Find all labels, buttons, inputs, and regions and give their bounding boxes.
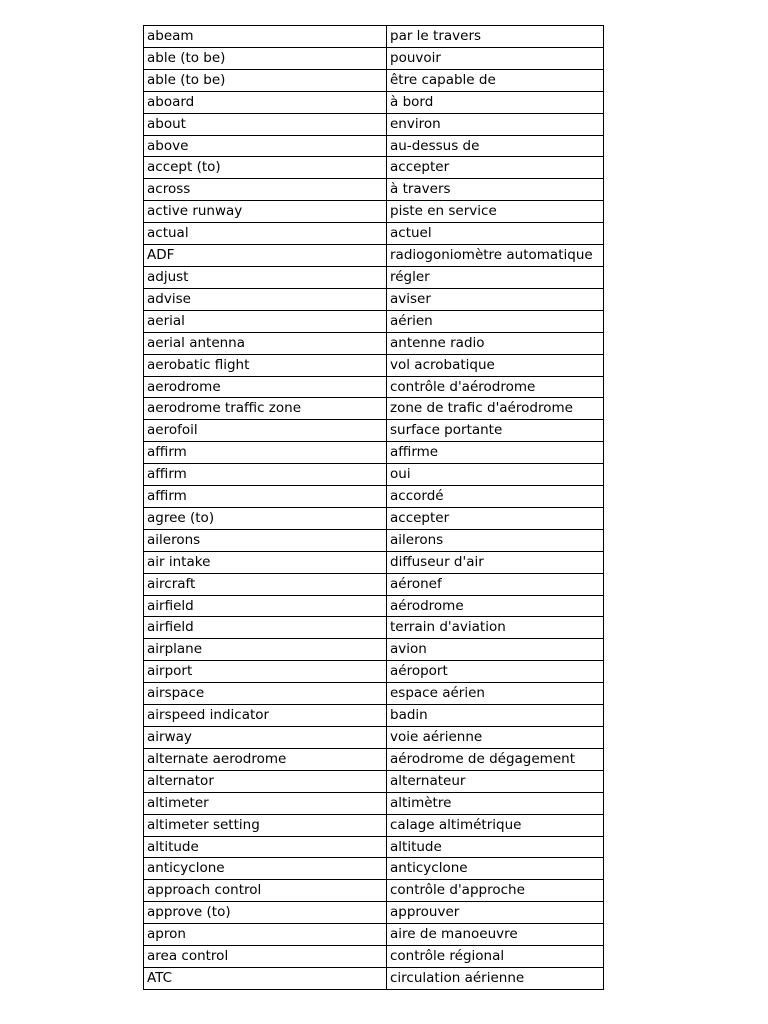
french-term-cell: terrain d'aviation <box>387 617 604 639</box>
english-term-cell: altimeter setting <box>144 814 387 836</box>
french-term-cell: aviser <box>387 288 604 310</box>
english-term-cell: aerodrome <box>144 376 387 398</box>
table-row <box>144 573 604 595</box>
table-row <box>144 486 604 508</box>
table-row <box>144 683 604 705</box>
english-term-cell: aboard <box>144 91 387 113</box>
english-term-cell: able (to be) <box>144 47 387 69</box>
english-term-cell: approve (to) <box>144 902 387 924</box>
english-term-cell: affirm <box>144 464 387 486</box>
table-row <box>144 420 604 442</box>
table-row <box>144 26 604 48</box>
table-row <box>144 529 604 551</box>
french-term-cell: voie aérienne <box>387 727 604 749</box>
table-row <box>144 310 604 332</box>
english-term-cell: approach control <box>144 880 387 902</box>
french-term-cell: radiogoniomètre automatique <box>387 245 604 267</box>
english-term-cell: adjust <box>144 266 387 288</box>
table-row <box>144 464 604 486</box>
table-row <box>144 639 604 661</box>
french-term-cell: contrôle d'approche <box>387 880 604 902</box>
french-term-cell: accepter <box>387 507 604 529</box>
english-term-cell: airspeed indicator <box>144 705 387 727</box>
english-term-cell: airport <box>144 661 387 683</box>
english-term-cell: ADF <box>144 245 387 267</box>
table-row <box>144 223 604 245</box>
table-row <box>144 201 604 223</box>
english-term-cell: airplane <box>144 639 387 661</box>
french-term-cell: accepter <box>387 157 604 179</box>
french-term-cell: alternateur <box>387 770 604 792</box>
french-term-cell: antenne radio <box>387 332 604 354</box>
french-term-cell: environ <box>387 113 604 135</box>
table-row <box>144 113 604 135</box>
english-term-cell: airfield <box>144 595 387 617</box>
french-term-cell: vol acrobatique <box>387 354 604 376</box>
english-term-cell: alternator <box>144 770 387 792</box>
french-term-cell: accordé <box>387 486 604 508</box>
english-term-cell: ailerons <box>144 529 387 551</box>
table-row <box>144 748 604 770</box>
english-term-cell: airspace <box>144 683 387 705</box>
table-row <box>144 858 604 880</box>
french-term-cell: aire de manoeuvre <box>387 924 604 946</box>
french-term-cell: diffuseur d'air <box>387 551 604 573</box>
french-term-cell: oui <box>387 464 604 486</box>
english-term-cell: aircraft <box>144 573 387 595</box>
table-row <box>144 946 604 968</box>
table-row <box>144 157 604 179</box>
english-term-cell: altimeter <box>144 792 387 814</box>
table-row <box>144 705 604 727</box>
english-term-cell: aerodrome traffic zone <box>144 398 387 420</box>
french-term-cell: à travers <box>387 179 604 201</box>
table-row <box>144 135 604 157</box>
french-term-cell: au-dessus de <box>387 135 604 157</box>
french-term-cell: espace aérien <box>387 683 604 705</box>
table-row <box>144 69 604 91</box>
english-term-cell: agree (to) <box>144 507 387 529</box>
table-row <box>144 551 604 573</box>
glossary-body <box>144 26 604 990</box>
english-term-cell: actual <box>144 223 387 245</box>
glossary-table <box>143 25 604 990</box>
table-row <box>144 91 604 113</box>
english-term-cell: active runway <box>144 201 387 223</box>
table-row <box>144 179 604 201</box>
french-term-cell: affirme <box>387 442 604 464</box>
english-term-cell: accept (to) <box>144 157 387 179</box>
english-term-cell: advise <box>144 288 387 310</box>
table-row <box>144 266 604 288</box>
english-term-cell: airway <box>144 727 387 749</box>
table-row <box>144 770 604 792</box>
english-term-cell: area control <box>144 946 387 968</box>
english-term-cell: above <box>144 135 387 157</box>
english-term-cell: apron <box>144 924 387 946</box>
table-row <box>144 595 604 617</box>
french-term-cell: piste en service <box>387 201 604 223</box>
french-term-cell: surface portante <box>387 420 604 442</box>
french-term-cell: circulation aérienne <box>387 967 604 989</box>
french-term-cell: calage altimétrique <box>387 814 604 836</box>
english-term-cell: aerial <box>144 310 387 332</box>
table-row <box>144 727 604 749</box>
table-row <box>144 442 604 464</box>
french-term-cell: à bord <box>387 91 604 113</box>
english-term-cell: about <box>144 113 387 135</box>
table-row <box>144 398 604 420</box>
table-row <box>144 661 604 683</box>
french-term-cell: zone de trafic d'aérodrome <box>387 398 604 420</box>
french-term-cell: actuel <box>387 223 604 245</box>
table-row <box>144 245 604 267</box>
french-term-cell: contrôle régional <box>387 946 604 968</box>
french-term-cell: par le travers <box>387 26 604 48</box>
french-term-cell: altitude <box>387 836 604 858</box>
french-term-cell: aérodrome <box>387 595 604 617</box>
english-term-cell: ATC <box>144 967 387 989</box>
english-term-cell: affirm <box>144 442 387 464</box>
table-row <box>144 288 604 310</box>
table-row <box>144 902 604 924</box>
french-term-cell: avion <box>387 639 604 661</box>
table-row <box>144 507 604 529</box>
table-row <box>144 617 604 639</box>
table-row <box>144 354 604 376</box>
english-term-cell: altitude <box>144 836 387 858</box>
english-term-cell: abeam <box>144 26 387 48</box>
english-term-cell: alternate aerodrome <box>144 748 387 770</box>
french-term-cell: aéroport <box>387 661 604 683</box>
table-row <box>144 332 604 354</box>
english-term-cell: anticyclone <box>144 858 387 880</box>
english-term-cell: aerobatic flight <box>144 354 387 376</box>
table-row <box>144 792 604 814</box>
table-row <box>144 924 604 946</box>
french-term-cell: anticyclone <box>387 858 604 880</box>
french-term-cell: approuver <box>387 902 604 924</box>
english-term-cell: aerofoil <box>144 420 387 442</box>
table-row <box>144 814 604 836</box>
french-term-cell: aéronef <box>387 573 604 595</box>
french-term-cell: régler <box>387 266 604 288</box>
french-term-cell: altimètre <box>387 792 604 814</box>
table-row <box>144 967 604 989</box>
table-row <box>144 47 604 69</box>
english-term-cell: aerial antenna <box>144 332 387 354</box>
table-row <box>144 836 604 858</box>
french-term-cell: aérien <box>387 310 604 332</box>
english-term-cell: affirm <box>144 486 387 508</box>
french-term-cell: aérodrome de dégagement <box>387 748 604 770</box>
english-term-cell: air intake <box>144 551 387 573</box>
french-term-cell: pouvoir <box>387 47 604 69</box>
english-term-cell: able (to be) <box>144 69 387 91</box>
french-term-cell: badin <box>387 705 604 727</box>
table-row <box>144 376 604 398</box>
french-term-cell: contrôle d'aérodrome <box>387 376 604 398</box>
english-term-cell: airfield <box>144 617 387 639</box>
english-term-cell: across <box>144 179 387 201</box>
french-term-cell: être capable de <box>387 69 604 91</box>
french-term-cell: ailerons <box>387 529 604 551</box>
table-row <box>144 880 604 902</box>
